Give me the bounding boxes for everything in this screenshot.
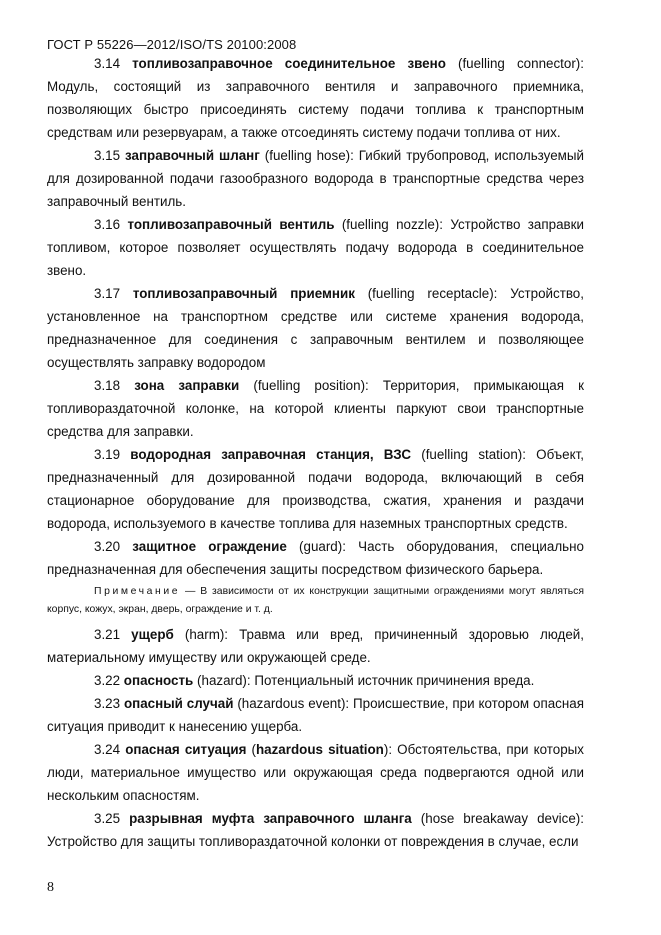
entry-3-23: 3.23 опасный случай (hazardous event): Происшествие, при котором опасная ситуация приводит к нанесению ущерба. bbox=[47, 696, 584, 734]
term: топливозаправочный приемник bbox=[132, 286, 355, 301]
entry-3-21: 3.21 ущерб (harm): Травма или вред, причиненный здоровью людей, материальному имуществу или окружающей среде. bbox=[47, 627, 584, 665]
entry-3-24: 3.24 опасная ситуация (hazardous situation): Обстоятельства, при которых люди, материальное имущество или окружающая среда подвергаются одной или нескольким опасностям. bbox=[47, 742, 584, 803]
term: разрывная муфта заправочного шланга bbox=[129, 811, 412, 826]
document-header: ГОСТ Р 55226—2012/ISO/TS 20100:2008 bbox=[47, 37, 297, 52]
note: Примечание — В зависимости от их конструкции защитными ограждениями могут являться корпус, кожух, экран, дверь, ограждение и т. д. bbox=[47, 586, 585, 615]
document-body bbox=[47, 52, 584, 853]
note-label: Примечание bbox=[94, 586, 181, 597]
entry-3-16: 3.16 топливозаправочный вентиль (fuelling nozzle): Устройство заправки топливом, которое позволяет осуществлять подачу водорода в соединительное звено. bbox=[47, 217, 584, 278]
term: опасность bbox=[123, 673, 194, 688]
term: зона заправки bbox=[134, 378, 240, 393]
entry-3-14: 3.14 топливозаправочное соединительное звено (fuelling connector): Модуль, состоящий из заправочного вентиля и заправочного приемника, позволяющих быстро присоединять систему подачи топлива к транспортным средствам или резервуарам, а также отсоединять систему подачи топлива от них. bbox=[47, 56, 584, 140]
term: топливозаправочное соединительное звено bbox=[132, 56, 446, 71]
entry-3-15: 3.15 заправочный шланг (fuelling hose): Гибкий трубопровод, используемый для дозированной подачи газообразного водорода в транспортные средства через заправочный вентиль. bbox=[47, 148, 584, 209]
page-number: 8 bbox=[47, 880, 54, 895]
term: топливозаправочный вентиль bbox=[127, 217, 335, 232]
term: опасная ситуация bbox=[125, 742, 247, 757]
term: водородная заправочная станция, ВЗС bbox=[130, 447, 412, 462]
entry-3-18: 3.18 зона заправки (fuelling position): Территория, примыкающая к топливораздаточной колонке, на которой клиенты паркуют свои транспортные средства для заправки. bbox=[47, 378, 584, 439]
entry-3-17: 3.17 топливозаправочный приемник (fuelling receptacle): Устройство, установленное на транспортном средстве или системе хранения водорода, предназначенное для соединения с заправочным вентилем и позволяющее осуществлять заправку водородом bbox=[47, 286, 584, 370]
entry-3-22: 3.22 опасность (hazard): Потенциальный источник причинения вреда. bbox=[94, 673, 535, 688]
term: опасный случай bbox=[123, 696, 234, 711]
entry-3-20: 3.20 защитное ограждение (guard): Часть оборудования, специально предназначенная для обеспечения защиты посредством физического барьера. bbox=[47, 539, 584, 577]
term: защитное ограждение bbox=[132, 539, 287, 554]
entry-3-25: 3.25 разрывная муфта заправочного шланга (hose breakaway device): Устройство для защиты топливораздаточной колонки от повреждения в случае, если bbox=[47, 811, 584, 849]
entry-3-19: 3.19 водородная заправочная станция, ВЗС (fuelling station): Объект, предназначенный для дозированной подачи водорода, включающий в себя стационарное оборудование для производства, сжатия, хранения и раздачи водорода, используемого в качестве топлива для наземных транспортных средств. bbox=[47, 447, 584, 531]
term: заправочный шланг bbox=[125, 148, 260, 163]
term: ущерб bbox=[131, 627, 174, 642]
